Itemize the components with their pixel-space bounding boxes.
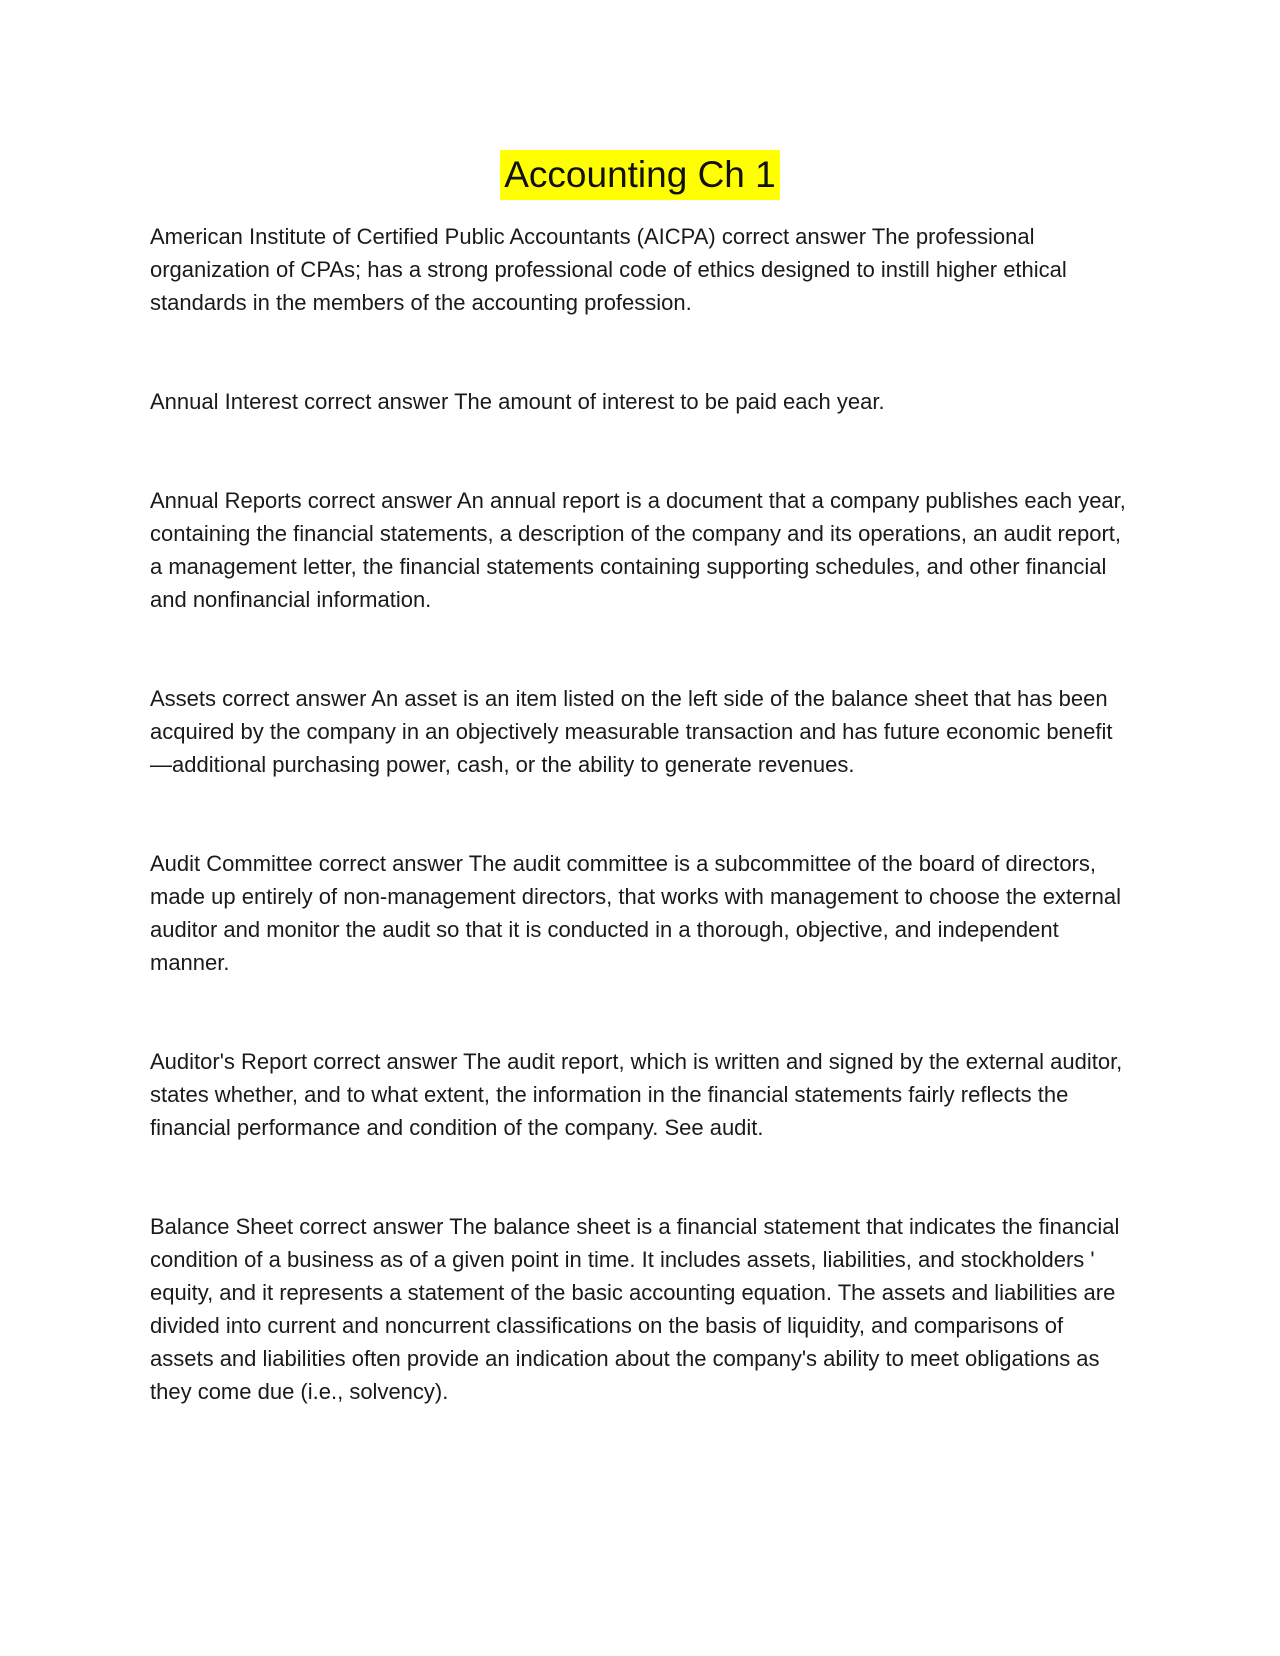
glossary-entry: Assets correct answer An asset is an item listed on the left side of the balance sheet that has been acquired by the company in an objectively measurable transaction and has future economic benefit—additional purchasing power, cash, or the ability to generate revenues. <box>150 686 1113 777</box>
glossary-entry: Annual Interest correct answer The amount of interest to be paid each year. <box>150 389 885 414</box>
document-title: Accounting Ch 1 <box>500 150 780 200</box>
glossary-entry: Annual Reports correct answer An annual report is a document that a company publishes each year, containing the financial statements, a description of the company and its operations, an audit report, a management letter, the financial statements containing supporting schedules, and other financial and nonfinancial information. <box>150 488 1126 612</box>
glossary-entry: Audit Committee correct answer The audit committee is a subcommittee of the board of directors, made up entirely of non-management directors, that works with management to choose the external auditor and monitor the audit so that it is conducted in a thorough, objective, and independent manner. <box>150 851 1121 975</box>
title-container <box>0 150 1280 200</box>
glossary-entries <box>150 220 1130 1474</box>
glossary-entry: American Institute of Certified Public Accountants (AICPA) correct answer The professional organization of CPAs; has a strong professional code of ethics designed to instill higher ethical standards in the members of the accounting profession. <box>150 224 1067 315</box>
glossary-entry: Auditor's Report correct answer The audit report, which is written and signed by the external auditor, states whether, and to what extent, the information in the financial statements fairly reflects the financial performance and condition of the company. See audit. <box>150 1049 1123 1140</box>
glossary-entry: Balance Sheet correct answer The balance sheet is a financial statement that indicates the financial condition of a business as of a given point in time. It includes assets, liabilities, and stockholders ' equity, and it represents a statement of the basic accounting equation. The assets and liabilities are divided into current and noncurrent classifications on the basis of liquidity, and comparisons of assets and liabilities often provide an indication about the company's ability to meet obligations as they come due (i.e., solvency). <box>150 1214 1120 1404</box>
